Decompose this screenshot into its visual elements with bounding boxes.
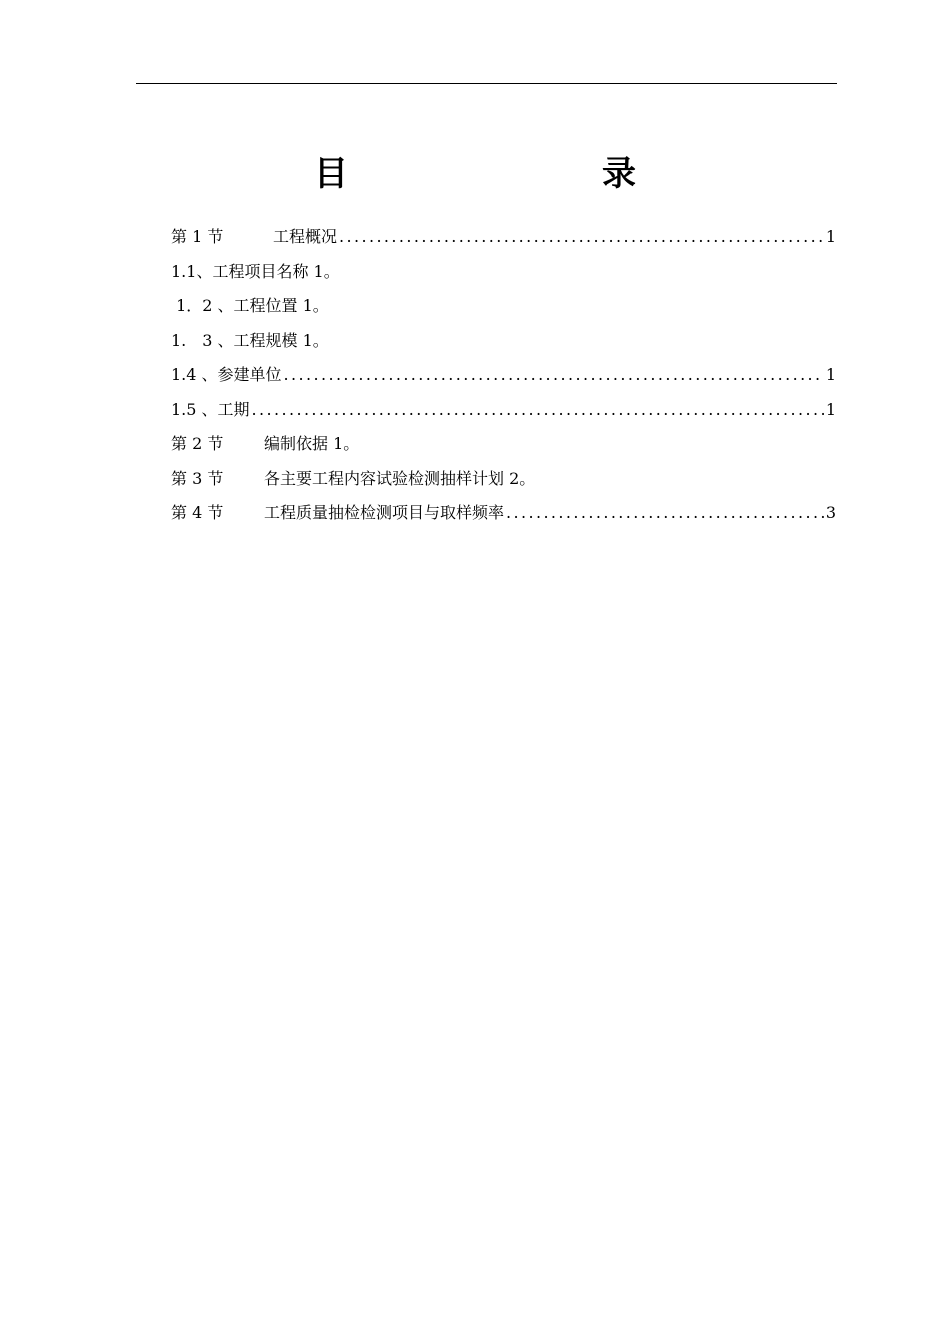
toc-entry-1-4[interactable] xyxy=(171,360,836,395)
toc-entry-1-1[interactable] xyxy=(171,257,836,292)
toc-dot-leader xyxy=(252,395,824,425)
toc-page-number: 1 xyxy=(825,365,836,384)
toc-entry-1-3[interactable] xyxy=(171,326,836,361)
table-of-contents xyxy=(171,222,836,533)
toc-dot-leader xyxy=(284,360,824,390)
toc-dot-leader xyxy=(506,498,824,528)
toc-page-number: 1 xyxy=(825,227,836,246)
toc-section-number: 第 1 节 xyxy=(171,227,224,246)
toc-dot-leader xyxy=(339,222,824,252)
toc-entry-text: 1.4 、参建单位 xyxy=(171,365,282,384)
toc-entry-text: 工程质量抽检检测项目与取样频率 xyxy=(264,503,505,522)
toc-entry-text: 工程概况 xyxy=(273,227,338,246)
toc-entry-1-2[interactable] xyxy=(171,291,836,326)
toc-section-number: 第 3 节 xyxy=(171,468,224,488)
toc-page-number: 1 xyxy=(825,399,836,419)
toc-page-number: 3 xyxy=(825,503,836,522)
toc-section-number: 第 4 节 xyxy=(171,503,224,522)
toc-entry-section-3[interactable] xyxy=(171,464,836,499)
toc-section-number: 第 2 节 xyxy=(171,434,224,453)
toc-entry-section-2[interactable] xyxy=(171,429,836,464)
toc-entry-section-1[interactable] xyxy=(171,222,836,257)
toc-entry-1-5[interactable] xyxy=(171,395,836,430)
toc-entry-text: 编制依据 1。 xyxy=(264,434,360,453)
toc-entry-text: 1. 3 、工程规模 1。 xyxy=(171,330,329,350)
toc-entry-text: 1．2 、工程位置 1。 xyxy=(171,296,329,315)
toc-entry-section-4[interactable] xyxy=(171,498,836,533)
toc-entry-text: 1.1、工程项目名称 1。 xyxy=(171,261,340,281)
toc-entry-text: 1.5 、工期 xyxy=(171,399,250,419)
toc-title: 目 录 xyxy=(314,154,698,194)
toc-entry-text: 各主要工程内容试验检测抽样计划 2。 xyxy=(264,468,536,488)
header-rule xyxy=(136,83,837,84)
